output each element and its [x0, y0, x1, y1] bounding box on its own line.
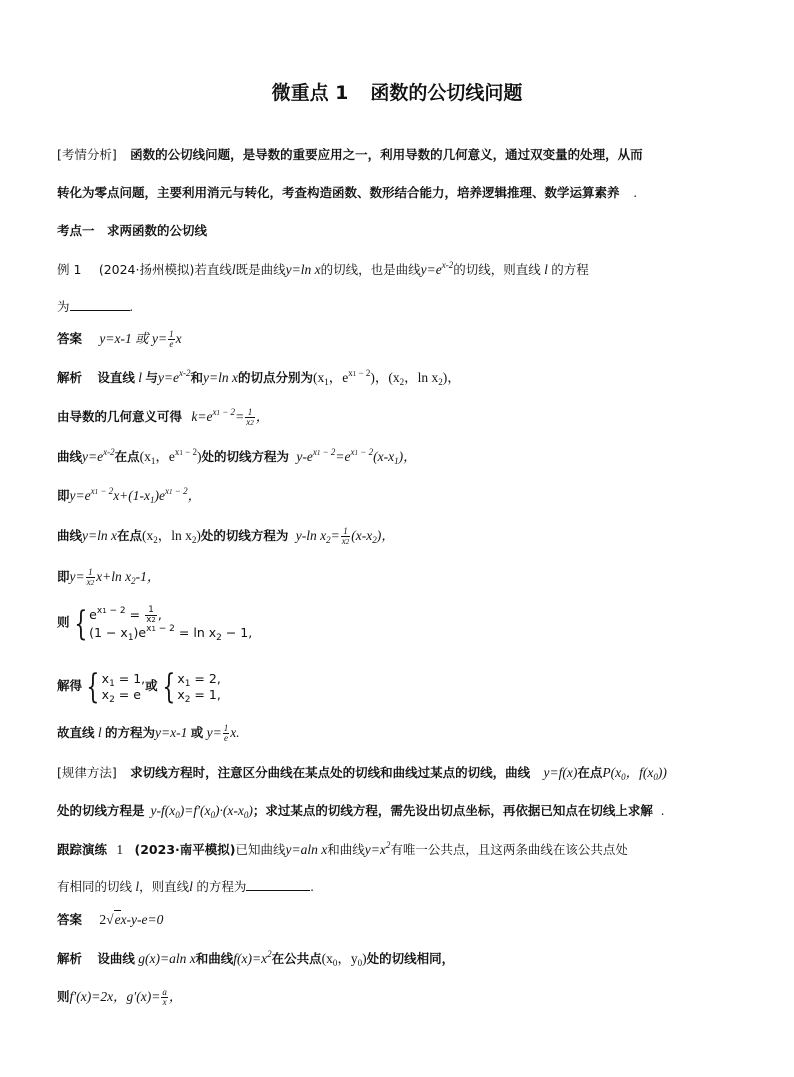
solution-line-5: 曲线y=ln x在点($x_2$，$\ln x_2$)处的切线方程为 y-ln $x_2=$ $\frac{1}{x2}$ $(x-x_2)$， — [57, 526, 395, 546]
answer-2: 答案 2√ex-y-e=0 — [57, 912, 164, 927]
analysis-line-2: 转化为零点问题，主要利用消元与转化，考查构造函数、数形结合能力，培养逻辑推理、数学运算素养 . — [57, 185, 637, 200]
solution-line-8: 解得 { $x_1 = 1$, $x_2 = e$ 或 { $x_1 = 2$, $x_2 = 1$, — [57, 667, 221, 707]
method-line-1: [规律方法] 求切线方程时，注意区分曲线在某点处的切线和曲线过某点的切线，曲线 y=f(x)在点$P(x_0$，$f(x_0)$) — [57, 765, 667, 782]
solution2-line-1: 解析 设曲线 g(x)=aln x和曲线$f(x)=x^2$在公共点($x_0$，$y_0$)处的切线相同， — [57, 949, 455, 968]
exercise-line-1: 跟踪演练 1 (2023·南平模拟)已知曲线y=aln x和曲线$y=x^2$有唯一公共点，且这两条曲线在该公共点处 — [57, 840, 628, 857]
method-line-2: 处的切线方程是 $y-f(x_0)=f'(x_0)\cdot(x-x_0)$；求过某点的切线方程，需先设出切点坐标，再依据已知点在切线上求解 . — [57, 803, 665, 820]
answer-blank — [70, 298, 130, 311]
solution-line-6: 即y= $\frac{1}{x2}$ x+ln $x_2-1$， — [57, 567, 161, 587]
solution-line-2: 由导数的几何意义可得 $k=e^{x1 - 2}=$ $\frac{1}{x2}$ ， — [57, 407, 270, 427]
example-line-2: 为 . — [57, 299, 133, 314]
solution-line-1: 解析 设直线 l 与$y=e^{x-2}$和y=ln x的切点分别为($x_1$，$e^{x1 - 2}$)，($x_2$，$\ln x_2$)， — [57, 368, 461, 387]
page-title: 微重点 1 函数的公切线问题 — [271, 82, 523, 104]
solution-line-4: 即$y=e^{x1 - 2}x+(1-x_1)e^{x1 - 2}$， — [57, 486, 202, 505]
solution-line-7-system: 则 { $e^{x1 - 2}$ = $\frac{1}{x2}$ , $(1 - x_1)e^{x1 - 2} = \ln x_2 - 1$, — [57, 603, 253, 644]
solution-line-3: 曲线$y=e^{x-2}$在点($x_1$，$e^{x1 - 2}$)处的切线方程为 $y-e^{x1 - 2}=e^{x1 - 2}(x-x_1)$， — [57, 447, 417, 466]
answer-blank — [246, 878, 310, 891]
example-line-1: 例 1 (2024·扬州模拟)若直线l既是曲线y=ln x的切线，也是曲线$y=e^{x-2}$的切线，则直线 l 的方程 — [57, 260, 589, 277]
example-source: (2024·扬州模拟) — [98, 262, 195, 277]
analysis-label: [考情分析] — [57, 147, 117, 162]
exercise-line-2: 有相同的切线 l，则直线l 的方程为 . — [57, 879, 314, 894]
solution2-line-2: 则f′(x)=2x，g′(x)= $\frac{a}{x}$ ， — [57, 987, 183, 1008]
solution-line-9: 故直线 l 的方程为y=x-1 或 y= $\frac{1}{e}$ x. — [57, 723, 240, 744]
kaodian-heading: 考点一 求两函数的公切线 — [57, 223, 208, 238]
analysis-line-1: [考情分析] 函数的公切线问题，是导数的重要应用之一，利用导数的几何意义，通过双变量的处理，从而 — [57, 147, 643, 162]
answer-1: 答案 y=x-1 或 y= $\frac{1}{e}$ x — [57, 329, 182, 350]
